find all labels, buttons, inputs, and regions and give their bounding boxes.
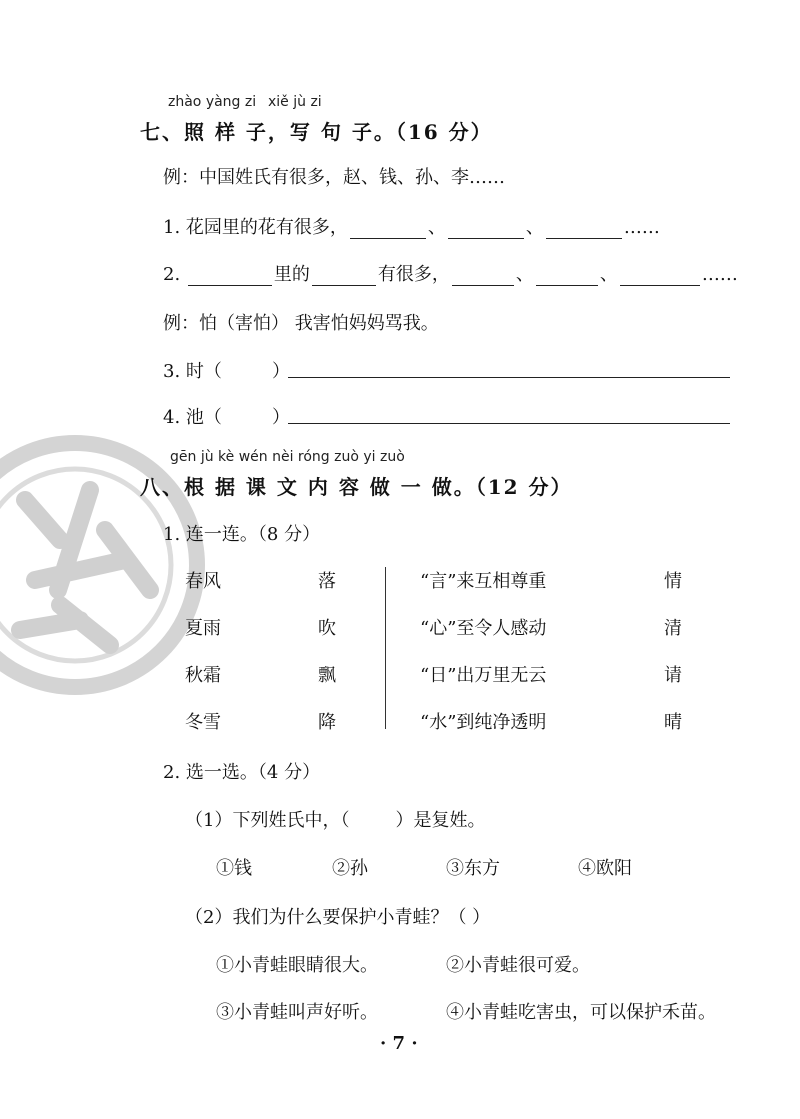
answer-blank[interactable] xyxy=(620,265,700,286)
question-2-number: 2. xyxy=(163,264,181,285)
question-4-close: ） xyxy=(272,407,290,428)
section7-pinyin-1: zhào yàng zi xyxy=(168,94,257,110)
match-right-char[interactable]: 请 xyxy=(664,665,682,686)
section8-pinyin: gēn jù kè wén nèi róng zuò yi zuò xyxy=(170,449,405,465)
ellipsis: …… xyxy=(701,264,738,285)
match-right-char[interactable]: 情 xyxy=(664,571,682,592)
match-left-word[interactable]: 冬雪 xyxy=(185,712,221,733)
match-right-phrase[interactable]: “心”至令人感动 xyxy=(420,618,547,639)
match-left-word[interactable]: 春风 xyxy=(185,571,221,592)
page-number: · 7 · xyxy=(380,1033,418,1054)
match-left-verb[interactable]: 飘 xyxy=(318,665,336,686)
choice-question-1-stem-a: （1）下列姓氏中，（ xyxy=(185,810,350,831)
answer-blank[interactable] xyxy=(350,218,426,239)
match-left-word[interactable]: 夏雨 xyxy=(185,618,221,639)
choice-question-1 xyxy=(185,806,485,832)
match-left-verb[interactable]: 吹 xyxy=(318,618,336,639)
choice-option[interactable]: ①钱 xyxy=(216,858,252,879)
ellipsis: …… xyxy=(623,217,660,238)
question-4-label: 4. 池（ xyxy=(163,407,222,428)
choice-option[interactable]: ①小青蛙眼睛很大。 xyxy=(216,955,378,976)
match-right-char[interactable]: 清 xyxy=(664,618,682,639)
section7-title: 七、照 样 子，写 句 子。（16 分） xyxy=(140,120,493,144)
match-left-verb[interactable]: 落 xyxy=(318,571,336,592)
matching-divider xyxy=(385,567,386,729)
part2-title: 2. 选一选。（4 分） xyxy=(163,762,321,783)
choice-option[interactable]: ②小青蛙很可爱。 xyxy=(446,955,590,976)
match-left-verb[interactable]: 降 xyxy=(318,712,336,733)
choice-option[interactable]: ④欧阳 xyxy=(578,858,632,879)
separator: 、 xyxy=(599,264,618,285)
choice-option[interactable]: ③东方 xyxy=(446,858,500,879)
separator: 、 xyxy=(427,217,446,238)
separator: 、 xyxy=(515,264,534,285)
part1-title: 1. 连一连。（8 分） xyxy=(163,524,321,545)
question-3-close: ） xyxy=(272,361,290,382)
separator: 、 xyxy=(525,217,544,238)
choice-question-2: （2）我们为什么要保护小青蛙？（ ） xyxy=(185,907,491,928)
question-2 xyxy=(163,260,738,286)
match-right-char[interactable]: 晴 xyxy=(664,712,682,733)
choice-option[interactable]: ②孙 xyxy=(332,858,368,879)
answer-blank[interactable] xyxy=(448,218,524,239)
match-right-phrase[interactable]: “日”出万里无云 xyxy=(420,665,547,686)
question-2-part2: 有很多， xyxy=(377,264,450,285)
answer-blank[interactable] xyxy=(546,218,622,239)
question-2-part1: 里的 xyxy=(273,264,310,285)
example-2: 例：怕（害怕） 我害怕妈妈骂我。 xyxy=(163,313,439,334)
answer-line[interactable] xyxy=(288,377,730,378)
choice-option[interactable]: ④小青蛙吃害虫，可以保护禾苗。 xyxy=(446,1002,716,1023)
match-right-phrase[interactable]: “言”来互相尊重 xyxy=(420,571,547,592)
example-1: 例：中国姓氏有很多，赵、钱、孙、李…… xyxy=(163,167,505,188)
choice-option[interactable]: ③小青蛙叫声好听。 xyxy=(216,1002,378,1023)
answer-line[interactable] xyxy=(288,423,730,424)
question-1 xyxy=(163,213,660,239)
answer-blank[interactable] xyxy=(452,265,514,286)
answer-blank[interactable] xyxy=(188,265,272,286)
match-right-phrase[interactable]: “水”到纯净透明 xyxy=(420,712,547,733)
question-3-label: 3. 时（ xyxy=(163,361,222,382)
section8-title: 八、根 据 课 文 内 容 做 一 做。（12 分） xyxy=(140,475,573,499)
answer-blank[interactable] xyxy=(536,265,598,286)
section7-pinyin-2: xiě jù zi xyxy=(268,94,322,110)
answer-blank[interactable] xyxy=(312,265,376,286)
question-1-prefix: 1. 花园里的花有很多， xyxy=(163,217,348,238)
match-left-word[interactable]: 秋霜 xyxy=(185,665,221,686)
choice-question-1-stem-b: ）是复姓。 xyxy=(395,810,486,831)
